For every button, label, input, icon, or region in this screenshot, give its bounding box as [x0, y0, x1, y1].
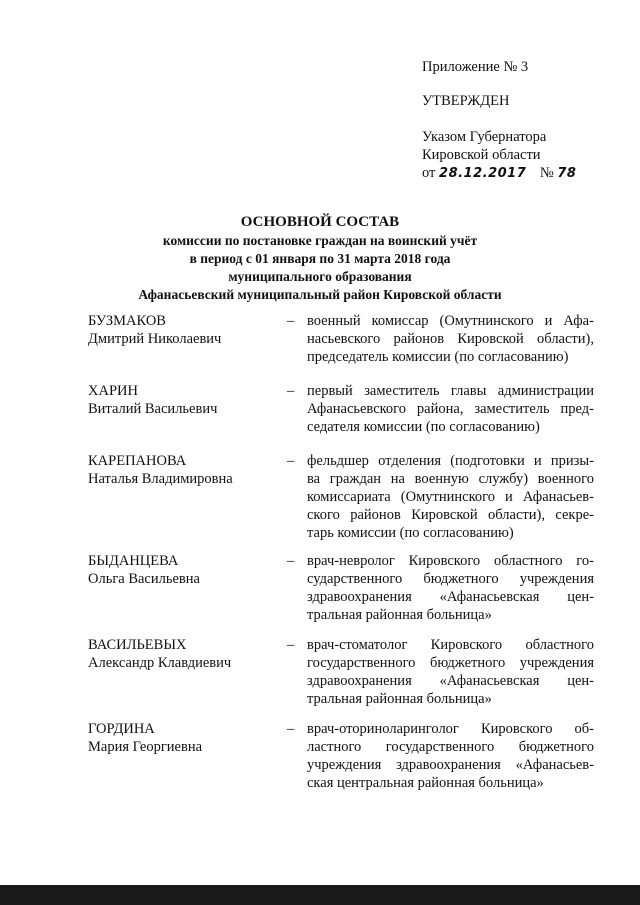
role-word: призы-: [550, 453, 594, 469]
appendix-number: Приложение № 3: [422, 59, 529, 75]
member-role-line: [307, 470, 594, 488]
member-role-line: [307, 756, 594, 774]
scan-bottom-border: [0, 885, 640, 905]
member-role: [307, 636, 594, 708]
member-role-line: [307, 488, 594, 506]
member-role-line: седателя комиссии (по согласованию): [307, 419, 540, 435]
role-word: (подготовки: [450, 453, 525, 469]
member-given-name: Ольга Васильевна: [88, 571, 200, 587]
role-word: (Омутнинского: [439, 313, 534, 329]
member-role-line: [307, 312, 594, 330]
role-word: Афа-: [563, 313, 594, 329]
role-word: военный: [307, 313, 361, 329]
role-word: цен-: [567, 673, 594, 689]
role-word: области),: [488, 507, 545, 523]
role-word: сударственного: [307, 571, 403, 587]
date-prefix: от: [422, 165, 436, 181]
role-word: «Афанасьев-: [515, 757, 594, 773]
role-word: областного: [525, 637, 594, 653]
role-word: и: [544, 313, 553, 329]
role-word: заместитель: [474, 401, 550, 417]
member-role-line: [307, 654, 594, 672]
role-word: Кировской: [411, 507, 478, 523]
role-word: области),: [537, 331, 594, 347]
member-dash: –: [287, 453, 295, 469]
member-person: [88, 552, 278, 588]
member-dash: –: [287, 637, 295, 653]
role-word: (Омутнинского: [400, 489, 495, 505]
heading-line-1: комиссии по постановке граждан на воинский учёт: [162, 233, 478, 248]
member-role-line: тральная районная больница»: [307, 607, 492, 623]
role-word: и: [505, 489, 513, 505]
role-word: отделения: [378, 453, 442, 469]
member-role: [307, 552, 594, 624]
member-given-name: Виталий Васильевич: [88, 401, 218, 417]
role-word: на: [390, 471, 405, 487]
member-role-line: [307, 552, 594, 570]
handwritten-number: 78: [557, 166, 577, 181]
role-word: граждан: [329, 471, 382, 487]
role-word: бюджетного: [518, 739, 594, 755]
document-title: ОСНОВНОЙ СОСТАВ: [240, 214, 400, 230]
role-word: Кировского: [408, 553, 481, 569]
role-word: комиссариата: [307, 489, 391, 505]
member-role-line: [307, 382, 594, 400]
member-role: [307, 382, 594, 436]
member-role-line: [307, 588, 594, 606]
member-role-line: [307, 400, 594, 418]
role-word: насьевского: [307, 331, 381, 347]
member-surname: ГОРДИНА: [88, 721, 155, 737]
role-word: Афанасьев-: [522, 489, 594, 505]
heading-line-3: муниципального образования: [228, 269, 412, 284]
role-word: районов: [350, 507, 401, 523]
member-dash: –: [287, 721, 295, 737]
role-word: здравоохранения: [307, 673, 412, 689]
role-word: ва: [307, 471, 321, 487]
role-word: секре-: [555, 507, 594, 523]
member-person: [88, 382, 278, 418]
role-word: учреждения: [519, 571, 594, 587]
member-given-name: Александр Клавдиевич: [88, 655, 232, 671]
role-word: комиссар: [371, 313, 429, 329]
role-word: ского: [307, 507, 340, 523]
role-word: учреждения: [307, 757, 382, 773]
approved-stamp: УТВЕРЖДЕН: [422, 93, 510, 109]
role-word: бюджетного: [423, 571, 499, 587]
member-dash: –: [287, 553, 295, 569]
role-word: государственного: [385, 739, 495, 755]
handwritten-date: 28.12.2017: [439, 166, 527, 181]
role-word: Кировского: [430, 637, 503, 653]
member-role-line: [307, 672, 594, 690]
member-given-name: Мария Георгиевна: [88, 739, 203, 755]
role-word: цен-: [567, 589, 594, 605]
role-word: областного: [493, 553, 563, 569]
member-dash: –: [287, 313, 295, 329]
role-word: службу): [478, 471, 529, 487]
member-given-name: Наталья Владимировна: [88, 471, 233, 487]
member-role: [307, 312, 594, 366]
role-word: бюджетного: [429, 655, 506, 671]
role-word: пред-: [560, 401, 594, 417]
member-person: [88, 636, 278, 672]
member-role-line: [307, 452, 594, 470]
member-surname: ВАСИЛЬЕВЫХ: [88, 637, 187, 653]
heading-line-4: Афанасьевский муниципальный район Кировской области: [138, 287, 502, 302]
member-role-line: [307, 570, 594, 588]
role-word: врач-оториноларинголог: [307, 721, 459, 737]
member-role: [307, 720, 594, 792]
role-word: Афанасьевского: [307, 401, 407, 417]
role-word: учреждения: [519, 655, 594, 671]
role-word: го-: [576, 553, 594, 569]
member-given-name: Дмитрий Николаевич: [88, 331, 222, 347]
role-word: администрации: [497, 383, 594, 399]
role-word: Кировского: [480, 721, 553, 737]
member-role: [307, 452, 594, 542]
role-word: заместитель: [364, 383, 440, 399]
member-person: [88, 312, 278, 348]
role-word: врач-невролог: [307, 553, 395, 569]
member-role-line: председатель комиссии (по согласованию): [307, 349, 569, 365]
role-word: военную: [414, 471, 469, 487]
decree-date-line: [422, 164, 622, 183]
role-word: и: [533, 453, 542, 469]
role-word: главы: [450, 383, 487, 399]
role-word: фельдшер: [307, 453, 369, 469]
role-word: первый: [307, 383, 353, 399]
member-role-line: [307, 636, 594, 654]
member-dash: –: [287, 383, 295, 399]
member-surname: БУЗМАКОВ: [88, 313, 166, 329]
member-surname: КАРЕПАНОВА: [88, 453, 187, 469]
approval-block: [422, 58, 622, 183]
number-sign: №: [539, 165, 554, 181]
heading-line-2: в период с 01 января по 31 марта 2018 года: [189, 251, 451, 266]
member-role-line: ская центральная районная больница»: [307, 775, 544, 791]
member-surname: ХАРИН: [88, 383, 138, 399]
member-surname: БЫДАНЦЕВА: [88, 553, 179, 569]
role-word: ластного: [307, 739, 362, 755]
member-role-line: тарь комиссии (по согласованию): [307, 525, 514, 541]
role-word: об-: [574, 721, 594, 737]
member-role-line: тральная районная больница»: [307, 691, 492, 707]
role-word: района,: [416, 401, 464, 417]
role-word: врач-стоматолог: [307, 637, 408, 653]
role-word: государственного: [307, 655, 416, 671]
member-role-line: [307, 738, 594, 756]
member-role-line: [307, 720, 594, 738]
member-person: [88, 452, 278, 488]
document-heading: [40, 212, 600, 304]
role-word: военного: [537, 471, 594, 487]
role-word: «Афанасьевская: [439, 673, 540, 689]
role-word: здравоохранения: [396, 757, 501, 773]
role-word: Кировской: [457, 331, 524, 347]
role-word: здравоохранения: [307, 589, 412, 605]
member-role-line: [307, 330, 594, 348]
member-person: [88, 720, 278, 756]
role-word: районов: [393, 331, 445, 347]
decree-line-2: Кировской области: [422, 147, 541, 163]
member-role-line: [307, 506, 594, 524]
role-word: «Афанасьевская: [439, 589, 540, 605]
decree-line-1: Указом Губернатора: [422, 129, 547, 145]
